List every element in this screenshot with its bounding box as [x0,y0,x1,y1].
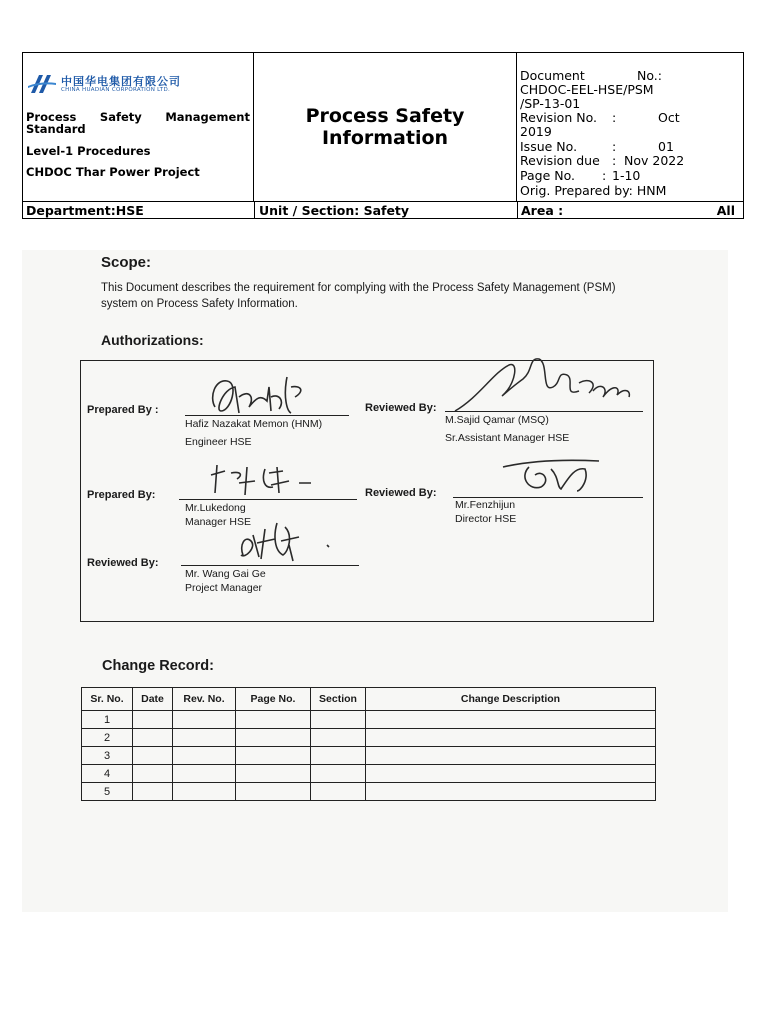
reviewed-by-label-3: Reviewed By: [87,557,159,569]
row-number: 4 [82,765,133,783]
standard-word-3: Management [165,110,250,124]
standard-word-2: Safety [99,110,142,124]
scope-text: This Document describes the requirement for complying with the Process Safety Management (PSM) system on Process Safety Information. [101,282,616,310]
document-title [254,105,516,149]
revision-value: Oct [658,110,680,125]
empty-cell [366,747,656,765]
table-row [82,747,656,765]
authorizations-heading: Authorizations: [101,332,204,348]
revision-due-label: Revision due [520,153,600,168]
doc-no-line-1: CHDOC-EEL-HSE/PSM [520,82,654,97]
signatory-title-1: Engineer HSE [185,436,252,448]
huadian-logo-icon [27,73,57,95]
doc-no-suffix: No.: [637,68,662,83]
standard-name [26,111,250,135]
revision-due-value: Nov 2022 [624,153,685,168]
empty-cell [236,747,311,765]
signatory-name-5: Mr. Wang Gai Ge [185,568,266,580]
header-bottom-row [23,201,743,219]
standard-word-4: Standard [26,122,86,136]
empty-cell [311,747,366,765]
signatory-title-5: Project Manager [185,582,263,594]
signatory-title-2: Sr.Assistant Manager HSE [445,432,570,444]
header-title-cell [254,53,517,201]
empty-cell [133,783,173,801]
prepared-by-line: Orig. Prepared by: HNM [520,183,667,198]
empty-cell [236,711,311,729]
col-section: Section [311,688,366,711]
page-value: 1-10 [612,168,641,183]
signature-line-2 [445,411,643,412]
signatory-name-3: Mr.Lukedong [185,502,246,514]
unit-section-label: Unit / Section: Safety [254,202,516,219]
issue-colon: : [612,139,617,154]
reviewed-by-label-1: Reviewed By: [365,402,437,414]
empty-cell [366,711,656,729]
signatory-name-4: Mr.Fenzhijun [455,499,516,511]
signature-wang-icon [231,515,351,571]
empty-cell [311,765,366,783]
table-header-row [82,688,656,711]
revision-due-row [520,154,720,169]
change-record-heading: Change Record: [102,658,214,674]
empty-cell [311,729,366,747]
empty-cell [236,729,311,747]
department-label: Department:HSE [26,203,144,218]
prepared-by-label-2: Prepared By: [87,489,156,501]
signature-line-1 [185,415,349,416]
col-rev-no: Rev. No. [173,688,236,711]
signatory-name-1: Hafiz Nazakat Memon (HNM) [185,418,323,430]
standard-word-1: Process [26,110,77,124]
table-row [82,729,656,747]
signature-line-5 [181,565,359,566]
empty-cell [173,765,236,783]
table-row [82,765,656,783]
prepared-by-label-1: Prepared By : [87,404,159,416]
revision-due-colon: : [612,153,617,168]
doc-no-line-2: /SP-13-01 [520,96,581,111]
scope-heading: Scope: [101,254,152,271]
empty-cell [133,729,173,747]
company-name-en: CHINA HUADIAN CORPORATION LTD. [61,87,171,93]
empty-cell [133,765,173,783]
signatory-name-2: M.Sajid Qamar (MSQ) [445,414,549,426]
revision-colon: : [612,110,617,125]
empty-cell [311,711,366,729]
empty-cell [236,765,311,783]
row-number: 5 [82,783,133,801]
page-row [520,169,720,184]
change-record-table [81,687,656,801]
authorizations-box [80,360,654,622]
area-label: Area : [521,203,564,218]
signature-fenzhijun-icon [499,457,605,497]
empty-cell [366,729,656,747]
empty-cell [173,747,236,765]
signatory-title-4: Director HSE [455,513,517,525]
doc-no-label: Document [520,68,585,83]
document-header [22,52,744,219]
title-line-2: Information [321,127,449,149]
revision-year: 2019 [520,124,552,139]
empty-cell [173,783,236,801]
issue-value: 01 [658,139,674,154]
signature-line-3 [179,499,357,500]
company-name-cn: 中国华电集团有限公司 [61,75,181,88]
empty-cell [173,711,236,729]
title-line-1: Process Safety [305,105,465,127]
signatory-title-3: Manager HSE [185,516,251,528]
row-number: 2 [82,729,133,747]
project-name: CHDOC Thar Power Project [26,165,200,179]
level-label: Level-1 Procedures [26,144,151,158]
empty-cell [366,765,656,783]
empty-cell [173,729,236,747]
col-page-no: Page No. [236,688,311,711]
empty-cell [236,783,311,801]
scanned-approval-page [22,250,728,912]
empty-cell [311,783,366,801]
revision-label: Revision No. [520,110,597,125]
signature-lukedong-icon [207,457,357,501]
reviewed-by-label-2: Reviewed By: [365,487,437,499]
table-row [82,711,656,729]
signature-msq-icon [449,353,639,419]
row-number: 3 [82,747,133,765]
col-change-description: Change Description [366,688,656,711]
header-meta-cell [517,53,743,201]
col-date: Date [133,688,173,711]
header-company-cell [23,53,254,201]
company-logo [27,71,207,99]
empty-cell [133,711,173,729]
col-sr-no: Sr. No. [82,688,133,711]
empty-cell [133,747,173,765]
page-label: Page No. [520,168,575,183]
issue-label: Issue No. [520,139,578,154]
row-number: 1 [82,711,133,729]
area-cell [517,202,743,219]
page-colon: : [602,168,607,183]
area-value: All [716,203,735,218]
table-row [82,783,656,801]
empty-cell [366,783,656,801]
